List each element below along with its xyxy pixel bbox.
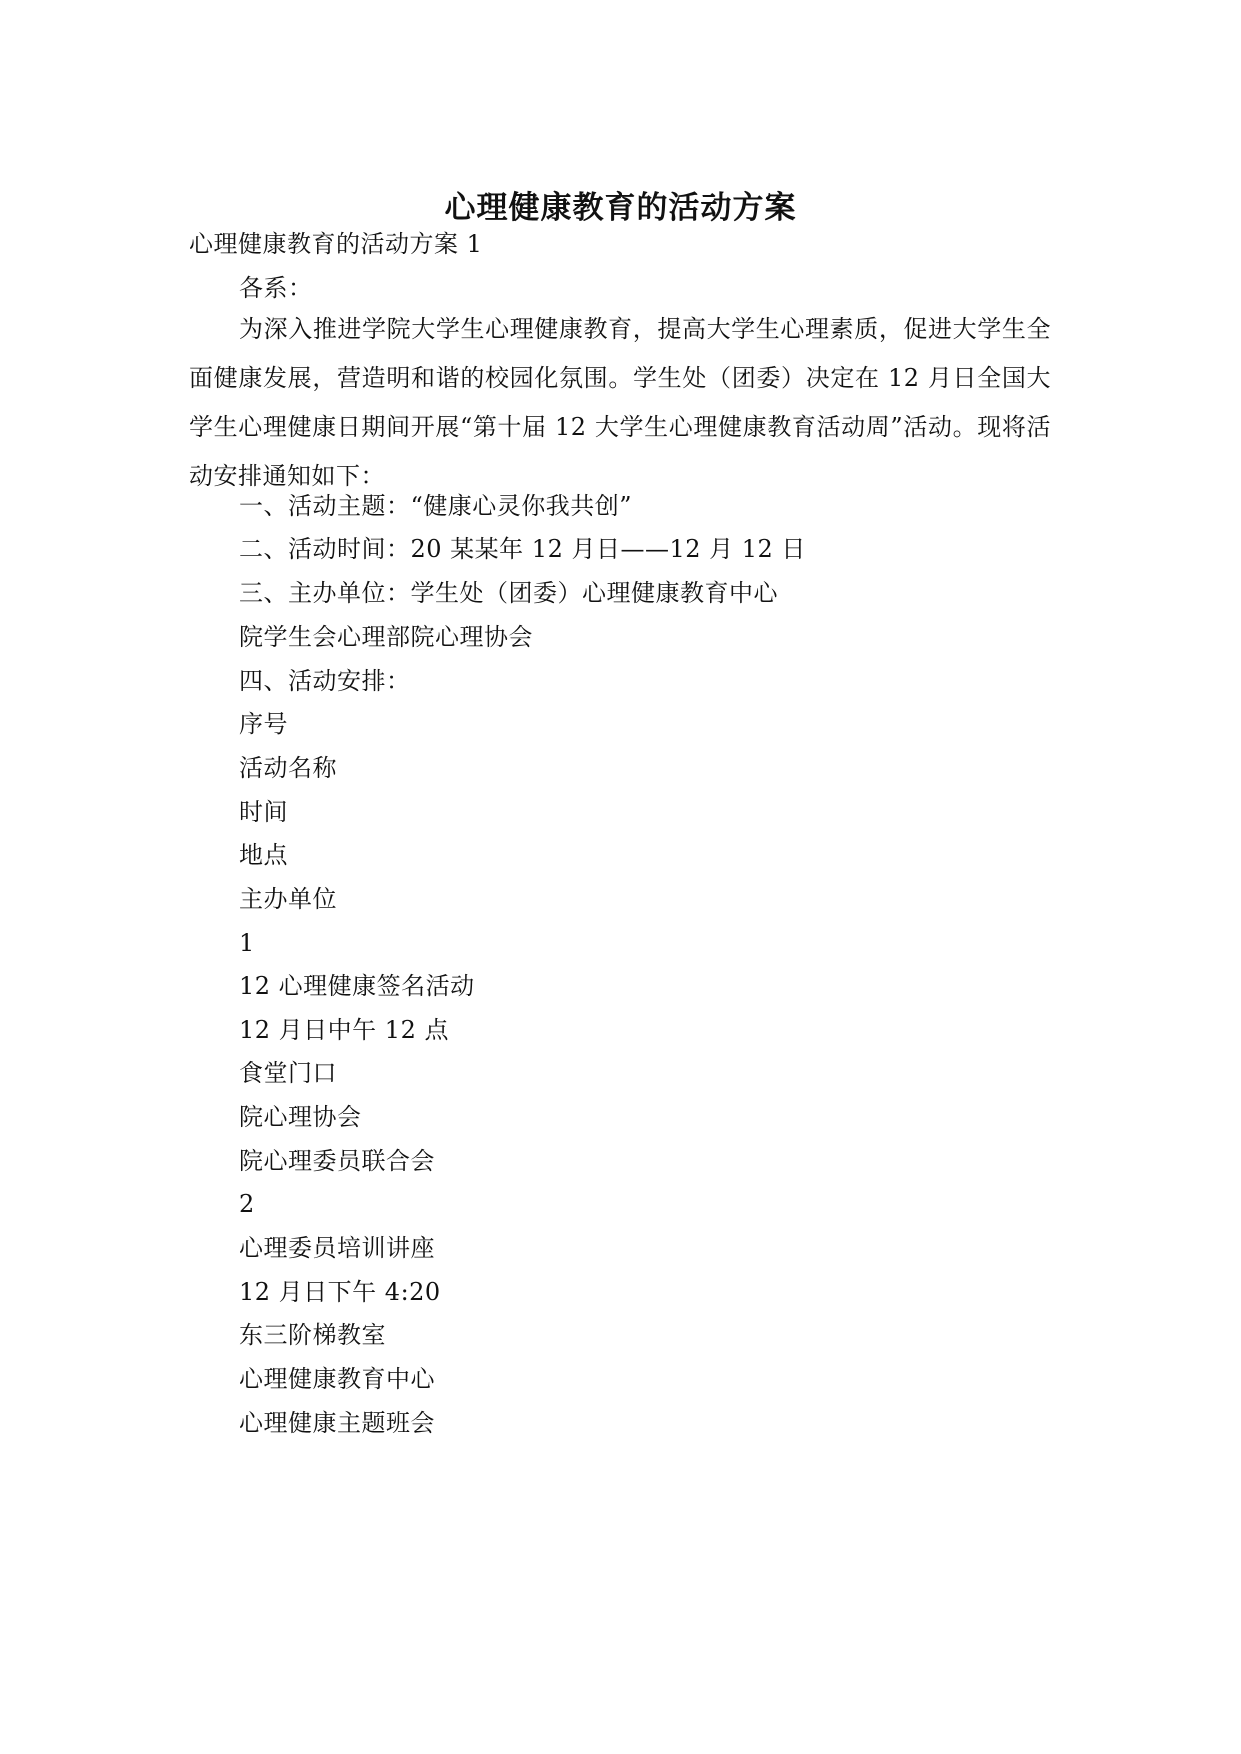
- list-item: 院心理委员联合会: [239, 1147, 435, 1175]
- list-item: 2: [239, 1190, 255, 1218]
- list-item: 心理健康教育中心: [239, 1365, 435, 1393]
- list-item: 1: [239, 929, 255, 957]
- list-item: 心理健康主题班会: [239, 1409, 435, 1437]
- item-organizer: 三、主办单位：学生处（团委）心理健康教育中心: [239, 579, 778, 607]
- list-item: 东三阶梯教室: [239, 1321, 386, 1349]
- document-title: 心理健康教育的活动方案: [444, 190, 797, 226]
- list-item: 12 月日中午 12 点: [239, 1016, 449, 1044]
- list-item: 主办单位: [239, 885, 337, 913]
- section-heading: 心理健康教育的活动方案 1: [189, 230, 483, 258]
- list-item: 12 心理健康签名活动: [239, 972, 475, 1000]
- intro-paragraph: 为深入推进学院大学生心理健康教育，提高大学生心理素质，促进大学生全面健康发展，营造明和谐的校园化氛围。学生处（团委）决定在 12 月日全国大学生心理健康日期间开展“第十届 12 大学生心理健康教育活动周”活动。现将活动安排通知如下：: [189, 315, 1051, 490]
- item-schedule-heading: 四、活动安排：: [239, 667, 411, 695]
- list-item: 地点: [239, 841, 288, 869]
- item-theme: 一、活动主题：“健康心灵你我共创”: [239, 492, 633, 520]
- list-item: 活动名称: [239, 754, 337, 782]
- item-co-organizer: 院学生会心理部院心理协会: [239, 623, 533, 651]
- list-item: 食堂门口: [239, 1059, 337, 1087]
- list-item: 12 月日下午 4:20: [239, 1278, 441, 1306]
- greeting: 各系：: [239, 274, 313, 302]
- list-item: 心理委员培训讲座: [239, 1234, 435, 1262]
- list-item: 序号: [239, 710, 288, 738]
- list-item: 院心理协会: [239, 1103, 362, 1131]
- item-time: 二、活动时间：20 某某年 12 月日——12 月 12 日: [239, 535, 806, 563]
- list-item: 时间: [239, 798, 288, 826]
